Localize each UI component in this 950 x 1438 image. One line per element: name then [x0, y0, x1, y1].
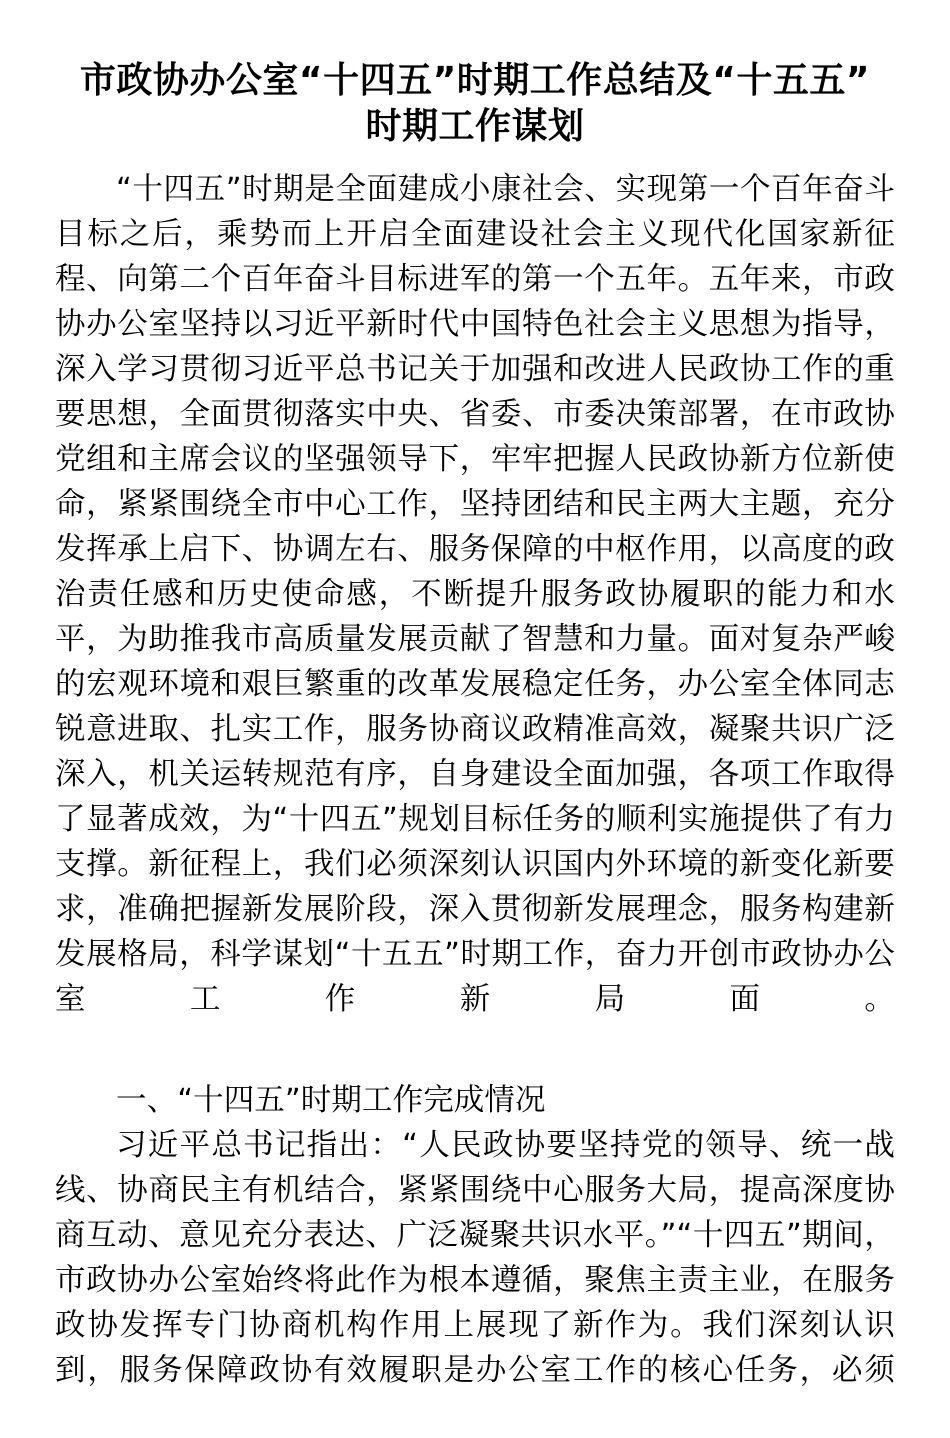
paragraph-section-one-body: 习近平总书记指出：“人民政协要坚持党的领导、统一战线、协商民主有机结合，紧紧围绕中心服务大局，提高深度协商互动、意见充分表达、广泛凝聚共识水平。”“十四五”期间，市政协办公室始终将此作为根本遵循，聚焦主责主业，在服务政协发挥专门协商机构作用上展现了新作为。我们深刻认识到，服务保障政协有效履职是办公室工作的核心任务，必须: [55, 1128, 895, 1388]
section-spacer: [55, 1067, 895, 1078]
heading-section-one: 一、“十四五”时期工作完成情况: [116, 1083, 546, 1118]
page-title-line-1: 市政协办公室“十四五”时期工作总结及“十五五”: [79, 60, 871, 101]
page-title: [55, 0, 895, 150]
paragraph-intro: “十四五”时期是全面建成小康社会、实现第一个百年奋斗目标之后，乘势而上开启全面建设社会主义现代化国家新征程、向第二个百年奋斗目标进军的第一个五年。五年来，市政协办公室坚持以习近平新时代中国特色社会主义思想为指导，深入学习贯彻习近平总书记关于加强和改进人民政协工作的重要思想，全面贯彻落实中央、省委、市委决策部署，在市政协党组和主席会议的坚强领导下，牢牢把握人民政协新方位新使命，紧紧围绕全市中心工作，坚持团结和民主两大主题，充分发挥承上启下、协调左右、服务保障的中枢作用，以高度的政治责任感和历史使命感，不断提升服务政协履职的能力和水平，为助推我市高质量发展贡献了智慧和力量。面对复杂严峻的宏观环境和艰巨繁重的改革发展稳定任务，办公室全体同志锐意进取、扎实工作，服务协商议政精准高效，凝聚共识广泛深入，机关运转规范有序，自身建设全面加强，各项工作取得了显著成效，为“十四五”规划目标任务的顺利实施提供了有力支撑。新征程上，我们必须深刻认识国内外环境的新变化新要求，准确把握新发展阶段，深入贯彻新发展理念，服务构建新发展格局，科学谋划“十五五”时期工作，奋力开创市政协办公室工作新局面。: [55, 172, 895, 1017]
page-title-line-2: 时期工作谋划: [365, 106, 585, 147]
document-body: [55, 0, 895, 1438]
